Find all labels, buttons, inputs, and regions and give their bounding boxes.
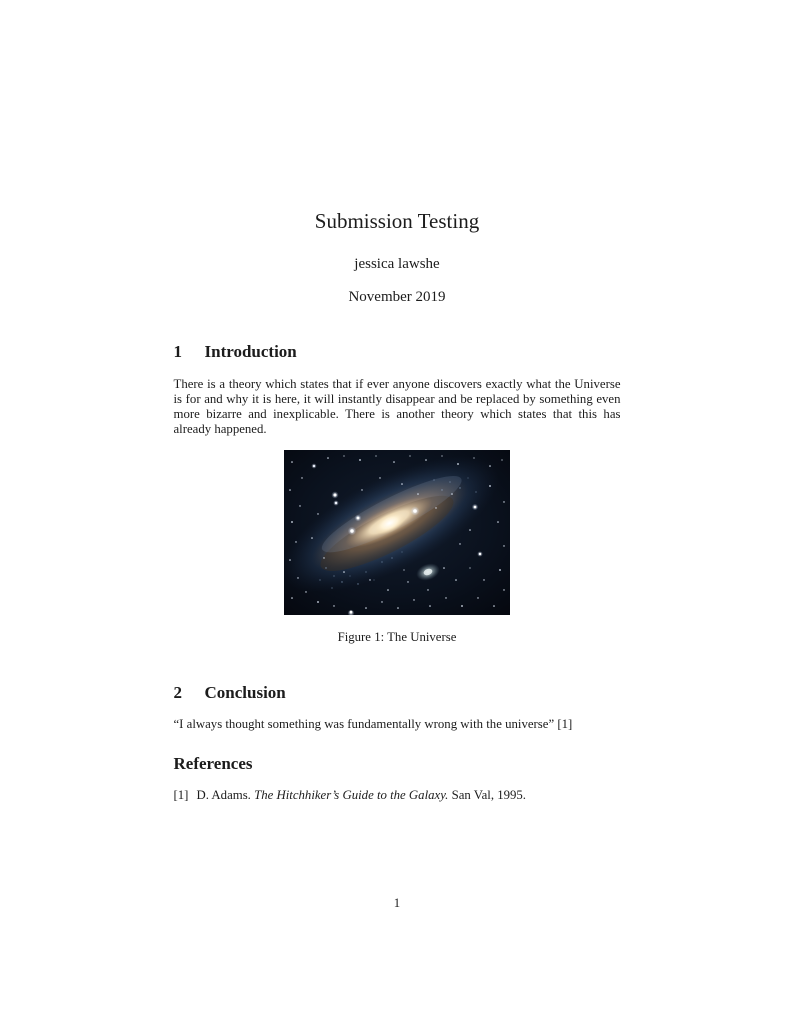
reference-title: The Hitchhiker’s Guide to the Galaxy.: [254, 788, 449, 802]
conclusion-paragraph: “I always thought something was fundamentally wrong with the universe” [1]: [173, 717, 573, 731]
figure-caption: Figure 1: The Universe: [337, 630, 457, 644]
section-heading-introduction: [174, 343, 621, 361]
reference-authors: D. Adams.: [196, 788, 251, 802]
document-date: November 2019: [348, 289, 446, 305]
introduction-paragraph: There is a theory which states that if ever anyone discovers exactly what the Universe is for and why it is here, it will instantly disappear and be replaced by something even more bizarre and inexplicable. There is another theory which states that this has already happened.: [173, 377, 621, 436]
reference-label: [1]: [173, 788, 189, 802]
reference-item: [174, 788, 621, 803]
reference-publisher: San Val, 1995.: [451, 788, 527, 802]
document-author: jessica lawshe: [354, 256, 440, 272]
section-number: 2: [173, 683, 182, 702]
figure-universe: [174, 450, 621, 645]
document-content: [174, 0, 621, 803]
section-title: Conclusion: [204, 683, 286, 702]
andromeda-galaxy-photo: [284, 450, 510, 615]
section-heading-conclusion: [174, 684, 621, 702]
section-number: 1: [173, 342, 182, 361]
document-title: Submission Testing: [314, 209, 480, 233]
section-title: Introduction: [204, 342, 297, 361]
reference-text: [197, 788, 527, 803]
page-number: 1: [393, 896, 401, 910]
references-heading: References: [173, 754, 253, 773]
